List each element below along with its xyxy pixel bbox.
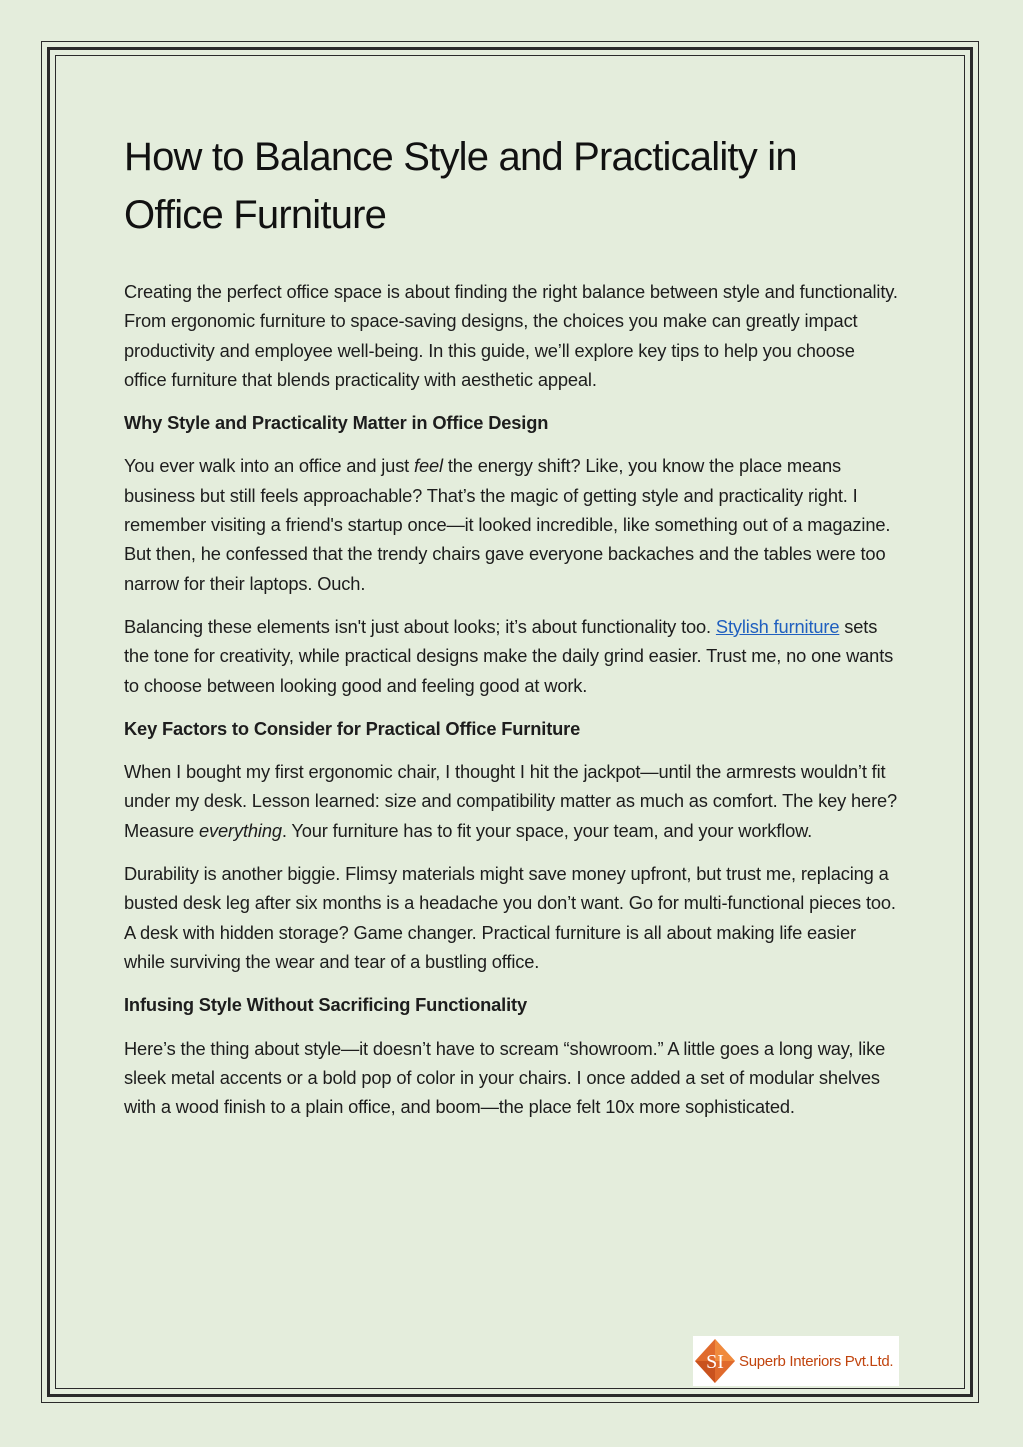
emphasis-text: feel xyxy=(414,455,443,477)
text-run: When I bought my first ergonomic chair, I thought I hit the jackpot—until the armrests wouldn’t fit under my desk. Lesson learned: size and compatibility matter as much as comfort. The key here? Measure xyxy=(124,761,898,841)
text-run: sets the tone for creativity, while practical designs make the daily grind easier. Trust me, no one wants to choose between looking good and feeling good at work. xyxy=(124,615,894,696)
page-title: How to Balance Style and Practicality in Office Furniture xyxy=(124,135,797,237)
company-logo xyxy=(693,1336,899,1386)
section-heading-why-style: Why Style and Practicality Matter in Office Design xyxy=(124,412,549,434)
text-run: the energy shift? Like, you know the place means business but still feels approachable? That’s the magic of getting style and practicality right. I remember visiting a friend's startup once—it looked incredible, like something out of a magazine. But then, he confessed that the trendy chairs gave everyone backaches and the tables were too narrow for their laptops. Ouch. xyxy=(124,455,891,594)
paragraph-key-factors-1 xyxy=(124,757,900,845)
paragraph-why-style-2 xyxy=(124,612,900,700)
emphasis-text: everything xyxy=(199,819,282,841)
article xyxy=(124,128,900,1135)
company-name: Superb Interiors Pvt.Ltd. xyxy=(739,1352,894,1370)
section-heading-key-factors: Key Factors to Consider for Practical Office Furniture xyxy=(124,717,581,739)
intro-paragraph: Creating the perfect office space is about finding the right balance between style and functionality. From ergonomic furniture to space-saving designs, the choices you make can greatly impact productivity and employee well-being. In this guide, we’ll explore key tips to help you choose office furniture that blends practicality with aesthetic appeal. xyxy=(124,281,898,390)
section-heading-infusing-style: Infusing Style Without Sacrificing Functionality xyxy=(124,994,527,1016)
text-run: . Your furniture has to fit your space, your team, and your workflow. xyxy=(281,819,813,841)
logo-mark-text: SI xyxy=(706,1351,724,1373)
diamond-logo-icon xyxy=(694,1338,736,1384)
text-run: Balancing these elements isn't just about looks; it’s about functionality too. xyxy=(124,615,716,637)
paragraph-key-factors-2: Durability is another biggie. Flimsy materials might save money upfront, but trust me, replacing a busted desk leg after six months is a headache you don’t want. Go for multi-functional pieces too. A desk with hidden storage? Game changer. Practical furniture is all about making life easier while surviving the wear and tear of a bustling office. xyxy=(124,863,896,972)
text-run: You ever walk into an office and just xyxy=(124,455,415,477)
paragraph-why-style-1 xyxy=(124,451,900,597)
paragraph-infusing-style-1: Here’s the thing about style—it doesn’t have to scream “showroom.” A little goes a long way, like sleek metal accents or a bold pop of color in your chairs. I once added a set of modular shelves with a wood finish to a plain office, and boom—the place felt 10x more sophisticated. xyxy=(124,1037,886,1118)
stylish-furniture-link[interactable]: Stylish furniture xyxy=(715,615,840,637)
